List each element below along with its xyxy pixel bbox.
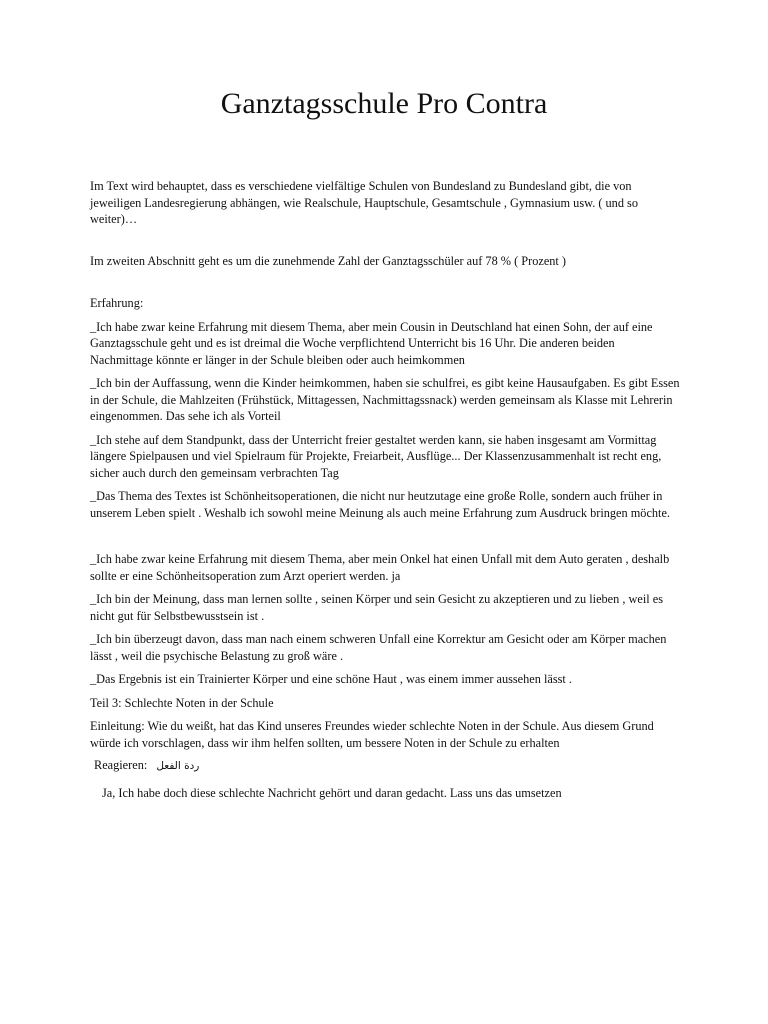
paragraph-reagieren bbox=[90, 757, 680, 775]
paragraph-meinung: _Ich bin der Meinung, dass man lernen sollte , seinen Körper und sein Gesicht zu akzeptieren und zu lieben , weil es nicht gut für Selbstbewusstsein ist . bbox=[90, 592, 663, 623]
paragraph-onkel: _Ich habe zwar keine Erfahrung mit diesem Thema, aber mein Onkel hat einen Unfall mit dem Auto geraten , deshalb sollte er eine Schönheitsoperation zum Arzt operiert werden. ja bbox=[90, 552, 670, 583]
reagieren-arabic-text: ردة الفعل bbox=[156, 760, 200, 772]
paragraph-einleitung: Einleitung: Wie du weißt, hat das Kind unseres Freundes wieder schlechte Noten in der Schule. Aus diesem Grund würde ich vorschlagen, dass wir ihm helfen sollten, um bessere Noten in der Schule zu erhalten bbox=[90, 719, 654, 750]
paragraph-thema-schoenheit: _Das Thema des Textes ist Schönheitsoperationen, die nicht nur heutzutage eine große Rolle, sondern auch früher in unserem Leben spielt . Weshalb ich sowohl meine Meinung als auch meine Erfahrung zum Ausdruck bringen möchte. bbox=[90, 489, 671, 520]
paragraph-ueberzeugt: _Ich bin überzeugt davon, dass man nach einem schweren Unfall eine Korrektur am Gesicht oder am Körper machen lässt , weil die psychische Belastung zu groß wäre . bbox=[90, 632, 667, 663]
paragraph-standpunkt: _Ich stehe auf dem Standpunkt, dass der Unterricht freier gestaltet werden kann, sie haben insgesamt am Vormittag längere Spielpausen und viel Spielraum für Projekte, Freiarbeit, Ausflüge... Der Klassenzusammenhalt ist recht eng, sicher auch durch den gemeinsam verbrachten Tag bbox=[90, 432, 662, 480]
document-title: Ganztagsschule Pro Contra bbox=[220, 87, 548, 120]
paragraph-ergebnis: _Das Ergebnis ist ein Trainierter Körper und eine schöne Haut , was einem immer aussehen lässt . bbox=[90, 672, 572, 686]
reagieren-label: Reagieren: bbox=[94, 758, 148, 772]
paragraph-erfahrung-heading: Erfahrung: bbox=[90, 296, 144, 310]
paragraph-cousin: _Ich habe zwar keine Erfahrung mit diesem Thema, aber mein Cousin in Deutschland hat einen Sohn, der auf eine Ganztagsschule geht und es ist dreimal die Woche verpflichtend Unterricht bis 16 Uhr. Die anderen beiden Nachmittage könnte er länger in der Schule bleiben oder auch heimkommen bbox=[90, 319, 653, 367]
document-body bbox=[90, 178, 680, 801]
paragraph-teil3-heading: Teil 3: Schlechte Noten in der Schule bbox=[90, 695, 274, 710]
paragraph-antwort: Ja, Ich habe doch diese schlechte Nachricht gehört und daran gedacht. Lass uns das umsetzen bbox=[102, 785, 562, 800]
paragraph-intro: Im Text wird behauptet, dass es verschiedene vielfältige Schulen von Bundesland zu Bundesland gibt, die von jeweiligen Landesregierung abhängen, wie Realschule, Hauptschule, Gesamtschule , Gymnasium usw. ( und so weiter)… bbox=[90, 179, 638, 226]
paragraph-auffassung: _Ich bin der Auffassung, wenn die Kinder heimkommen, haben sie schulfrei, es gibt keine Hausaufgaben. Es gibt Essen in der Schule, die Mahlzeiten (Frühstück, Mittagessen, Nachmittagssnack) werden gemeinsam als Klasse mit Lehrerin eingenommen. Das sehe ich als Vorteil bbox=[90, 376, 680, 423]
paragraph-abschnitt: Im zweiten Abschnitt geht es um die zunehmende Zahl der Ganztagsschüler auf 78 % ( Prozent ) bbox=[90, 253, 567, 268]
